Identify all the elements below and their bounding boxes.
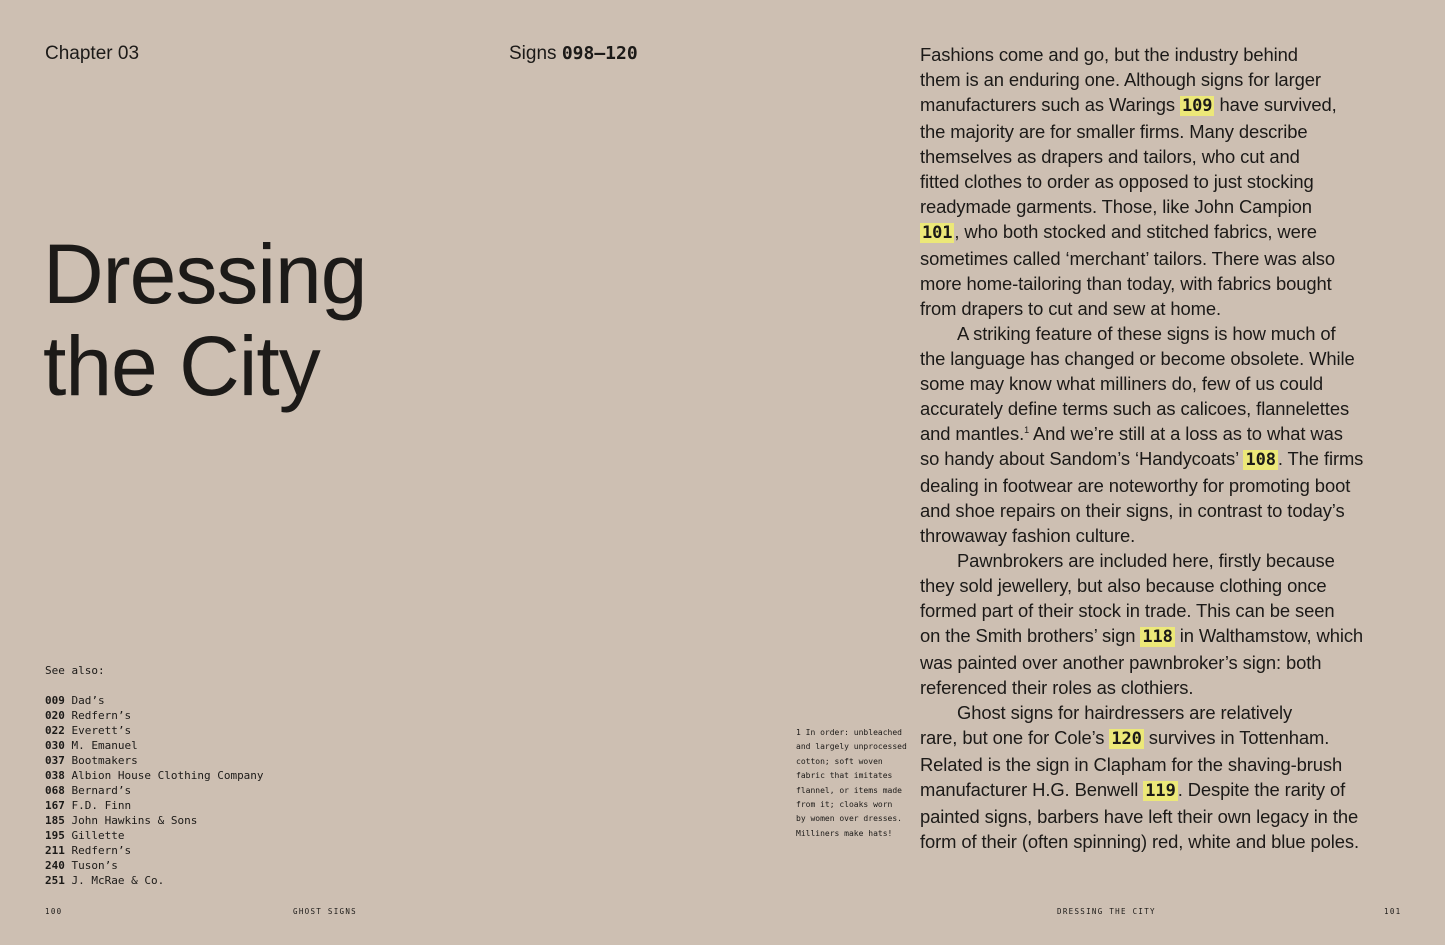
text-line: and mantles.$^1$ And we’re still at a loss as to what was <box>920 423 1343 444</box>
list-item: 185 John Hawkins & Sons <box>45 814 198 827</box>
text-line: throwaway fashion culture. <box>920 525 1136 546</box>
list-item: 009 Dad’s <box>45 694 105 707</box>
footnote-marker: 1 <box>1024 425 1030 435</box>
see-also-list <box>45 693 264 888</box>
sign-reference-120: 120 <box>1111 729 1142 749</box>
text-line: from drapers to cut and sew at home. <box>920 298 1222 319</box>
text-line: they sold jewellery, but also because clothing once <box>920 575 1327 596</box>
sign-reference-108: 108 <box>1245 450 1276 470</box>
list-item: 022 Everett’s <box>45 724 132 737</box>
list-item: 251 J. McRae & Co. <box>45 874 165 887</box>
sign-reference-101: 101 <box>922 223 953 243</box>
text-line: manufacturer H.G. Benwell 119 . Despite the rarity of <box>920 779 1346 801</box>
list-item: 068 Bernard’s <box>45 784 132 797</box>
text-line: Pawnbrokers are included here, firstly because <box>957 550 1335 571</box>
list-item: 038 Albion House Clothing Company <box>45 769 264 782</box>
right-running-title: DRESSING THE CITY <box>1057 907 1156 916</box>
text-line: rare, but one for Cole’s 120 survives in Tottenham. <box>920 727 1330 749</box>
text-line: form of their (often spinning) red, white and blue poles. <box>920 831 1359 852</box>
footnote-line: flannel, or items made <box>796 785 902 795</box>
text-line: 101 , who both stocked and stitched fabrics, were <box>922 221 1317 243</box>
footnote-line: fabric that imitates <box>796 771 893 781</box>
chapter-title-line-1: Dressing <box>43 227 367 321</box>
text-line: Ghost signs for hairdressers are relatively <box>957 702 1293 723</box>
list-item: 167 F.D. Finn <box>45 799 132 812</box>
see-also-heading: See also: <box>45 664 105 677</box>
footnote-line: by women over dresses. <box>796 814 902 824</box>
text-line: formed part of their stock in trade. This can be seen <box>920 600 1335 621</box>
text-line: sometimes called ‘merchant’ tailors. There was also <box>920 248 1335 269</box>
text-line: referenced their roles as clothiers. <box>920 677 1194 698</box>
text-line: themselves as drapers and tailors, who cut and <box>920 146 1300 167</box>
text-line: dealing in footwear are noteworthy for promoting boot <box>920 475 1351 496</box>
footnote-line: Milliners make hats! <box>796 828 893 838</box>
text-line: so handy about Sandom’s ‘Handycoats’ 108 . The firms <box>920 448 1364 470</box>
chapter-label: Chapter 03 <box>45 43 140 64</box>
text-line: and shoe repairs on their signs, in contrast to today’s <box>920 500 1345 521</box>
text-line: painted signs, barbers have left their own legacy in the <box>920 806 1359 827</box>
text-line: the majority are for smaller firms. Many describe <box>920 121 1308 142</box>
list-item: 037 Bootmakers <box>45 754 138 767</box>
chapter-title-line-2: the City <box>43 319 320 413</box>
text-line: accurately define terms such as calicoes, flannelettes <box>920 398 1350 419</box>
text-line: the language has changed or become obsolete. While <box>920 348 1355 369</box>
text-line: readymade garments. Those, like John Campion <box>920 196 1312 217</box>
list-item: 020 Redfern’s <box>45 709 132 722</box>
list-item: 195 Gillette <box>45 829 125 842</box>
signs-range <box>509 42 638 66</box>
list-item: 211 Redfern’s <box>45 844 132 857</box>
sign-reference-118: 118 <box>1142 627 1173 647</box>
signs-label: Signs <box>509 43 557 64</box>
text-line: manufacturers such as Warings 109 have survived, <box>920 94 1337 116</box>
text-line: them is an enduring one. Although signs for larger <box>920 69 1321 90</box>
chapter-title <box>43 228 366 412</box>
text-line: A striking feature of these signs is how much of <box>957 323 1336 344</box>
footnote-line: and largely unprocessed <box>796 742 907 752</box>
body-text <box>920 42 1406 854</box>
sign-reference-119: 119 <box>1145 781 1176 801</box>
text-line: on the Smith brothers’ sign 118 in Walthamstow, which <box>920 625 1364 647</box>
text-line: Related is the sign in Clapham for the shaving-brush <box>920 754 1343 775</box>
text-line: was painted over another pawnbroker’s sign: both <box>920 652 1322 673</box>
footnote-line: 1 In order: unbleached <box>796 728 902 737</box>
signs-range-numbers: 098–120 <box>561 43 638 64</box>
footnote-line: cotton; soft woven <box>796 756 883 766</box>
list-item: 030 M. Emanuel <box>45 739 138 752</box>
footnote-line: from it; cloaks worn <box>796 800 893 810</box>
right-page-number: 101 <box>1384 907 1402 916</box>
text-line: fitted clothes to order as opposed to just stocking <box>920 171 1314 192</box>
footnote <box>796 726 910 841</box>
left-page-number: 100 <box>45 907 63 916</box>
text-line: Fashions come and go, but the industry behind <box>920 44 1298 65</box>
text-line: more home-tailoring than today, with fabrics bought <box>920 273 1332 294</box>
text-line: some may know what milliners do, few of us could <box>920 373 1324 394</box>
left-running-title: GHOST SIGNS <box>293 907 357 916</box>
list-item: 240 Tuson’s <box>45 859 118 872</box>
sign-reference-109: 109 <box>1182 96 1213 116</box>
